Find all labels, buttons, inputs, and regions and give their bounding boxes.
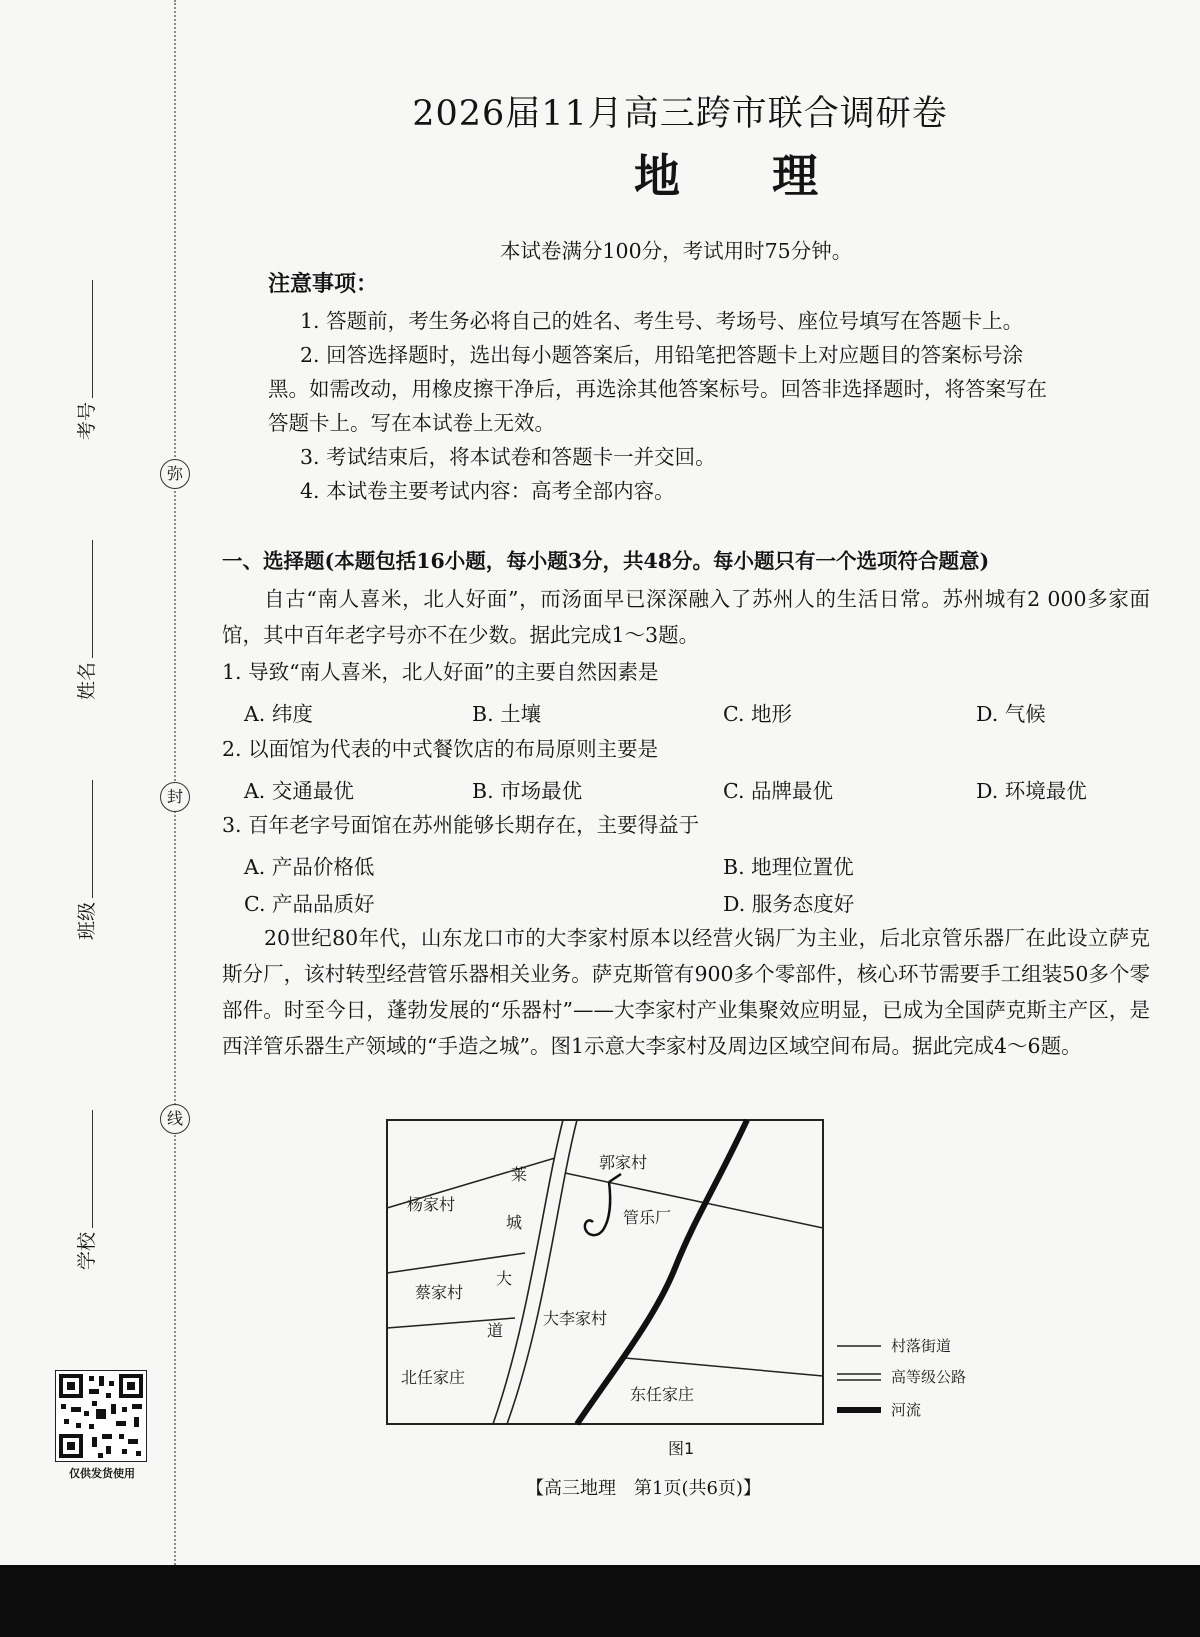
figure-1-caption: 图1: [668, 1439, 695, 1458]
legend-street-label: 村落街道: [891, 1337, 952, 1355]
scan-bottom-border: [0, 1565, 1200, 1637]
label-road-lai: 莱: [511, 1165, 528, 1184]
q2-option-d[interactable]: D. 环境最优: [976, 779, 1087, 803]
label-road-cheng: 城: [506, 1213, 523, 1232]
qr-code: [55, 1370, 147, 1462]
name-label: 姓名: [75, 661, 98, 700]
notice-item-2: 2. 回答选择题时，选出每小题答案后，用铅笔把答题卡上对应题目的答案标号涂: [300, 343, 1024, 367]
score-info: 本试卷满分100分，考试用时75分钟。: [500, 239, 853, 263]
seal-mi: 弥: [160, 459, 190, 489]
label-beirenjiazhuang: 北任家庄: [401, 1368, 466, 1387]
q3-option-d[interactable]: D. 服务态度好: [723, 892, 855, 916]
school-field[interactable]: [70, 1110, 100, 1270]
seal-xian: 线: [160, 1104, 190, 1134]
seal-feng: 封: [160, 782, 190, 812]
q1-option-d[interactable]: D. 气候: [976, 702, 1046, 726]
street-dongren-north: [625, 1358, 823, 1376]
exam-number-label: 考号: [75, 401, 98, 440]
q1-option-a[interactable]: A. 纬度: [244, 702, 313, 726]
notice-item-4: 4. 本试卷主要考试内容：高考全部内容。: [300, 479, 675, 503]
notice-item-2-end: 答题卡上。写在本试卷上无效。: [268, 411, 555, 435]
exam-number-field[interactable]: [70, 280, 100, 440]
legend-highway-label: 高等级公路: [891, 1368, 967, 1386]
question-1-stem: 1. 导致“南人喜米，北人好面”的主要自然因素是: [222, 660, 659, 684]
notice-item-2-cont: 黑。如需改动，用橡皮擦干净后，再选涂其他答案标号。回答非选择题时，将答案写在: [268, 377, 1047, 401]
class-label: 班级: [75, 901, 98, 940]
q2-option-b[interactable]: B. 市场最优: [472, 779, 583, 803]
notice-item-1: 1. 答题前，考生务必将自己的姓名、考生号、考场号、座位号填写在答题卡上。: [300, 309, 1024, 333]
label-road-dao: 道: [487, 1321, 504, 1340]
exam-title: 2026届11月高三跨市联合调研卷: [412, 94, 948, 134]
label-dongrenjiazhuang: 东任家庄: [630, 1385, 695, 1404]
legend-river-label: 河流: [891, 1401, 922, 1419]
label-caijiacun: 蔡家村: [415, 1283, 464, 1302]
question-2-stem: 2. 以面馆为代表的中式餐饮店的布局原则主要是: [222, 737, 659, 761]
label-dalijiacun: 大李家村: [543, 1309, 608, 1328]
name-line: [78, 540, 93, 658]
class-field[interactable]: [70, 780, 100, 940]
q1-option-c[interactable]: C. 地形: [723, 702, 792, 726]
page-footer: 【高三地理 第1页(共6页)】: [526, 1478, 761, 1499]
question-3-stem: 3. 百年老字号面馆在苏州能够长期存在，主要得益于: [222, 813, 700, 837]
label-road-da: 大: [496, 1269, 513, 1288]
q3-option-a[interactable]: A. 产品价格低: [244, 855, 375, 879]
qr-caption: 仅供发货使用: [69, 1467, 135, 1480]
name-field[interactable]: [70, 540, 100, 700]
label-yangjiacun: 杨家村: [407, 1195, 456, 1214]
q2-option-c[interactable]: C. 品牌最优: [723, 779, 833, 803]
class-line: [78, 780, 93, 898]
notice-item-3: 3. 考试结束后，将本试卷和答题卡一并交回。: [300, 445, 716, 469]
q3-option-c[interactable]: C. 产品品质好: [244, 892, 375, 916]
notice-heading: 注意事项：: [268, 271, 379, 297]
q2-option-a[interactable]: A. 交通最优: [244, 779, 354, 803]
q1-option-b[interactable]: B. 土壤: [472, 702, 542, 726]
label-guanyuechang: 管乐厂: [623, 1208, 672, 1227]
intro-passage-2: 20世纪80年代，山东龙口市的大李家村原本以经营火锅厂为主业，后北京管乐器厂在此设立萨克斯分厂，该村转型经营管乐器相关业务。萨克斯管有900多个零部件，核心环节需要手工组装50多个零部件。时至今日，蓬勃发展的“乐器村”——大李家村产业集聚效应明显，已成为全国萨克斯主产区，是西洋管乐器生产领域的“手造之城”。图1示意大李家村及周边区域空间布局。据此完成4～6题。: [222, 926, 1150, 1058]
exam-number-line: [78, 280, 93, 398]
label-guojiacun: 郭家村: [599, 1153, 648, 1172]
intro-passage-1: 自古“南人喜米，北人好面”，而汤面早已深深融入了苏州人的生活日常。苏州城有2 000多家面馆，其中百年老字号亦不在少数。据此完成1～3题。: [222, 587, 1150, 647]
q3-option-b[interactable]: B. 地理位置优: [723, 855, 854, 879]
subject-title: 地理: [634, 149, 910, 203]
school-label: 学校: [75, 1231, 98, 1270]
section-heading: 一、选择题(本题包括16小题，每小题3分，共48分。每小题只有一个选项符合题意): [222, 549, 990, 573]
figure-1-map: [385, 1118, 967, 1428]
school-line: [78, 1110, 93, 1228]
